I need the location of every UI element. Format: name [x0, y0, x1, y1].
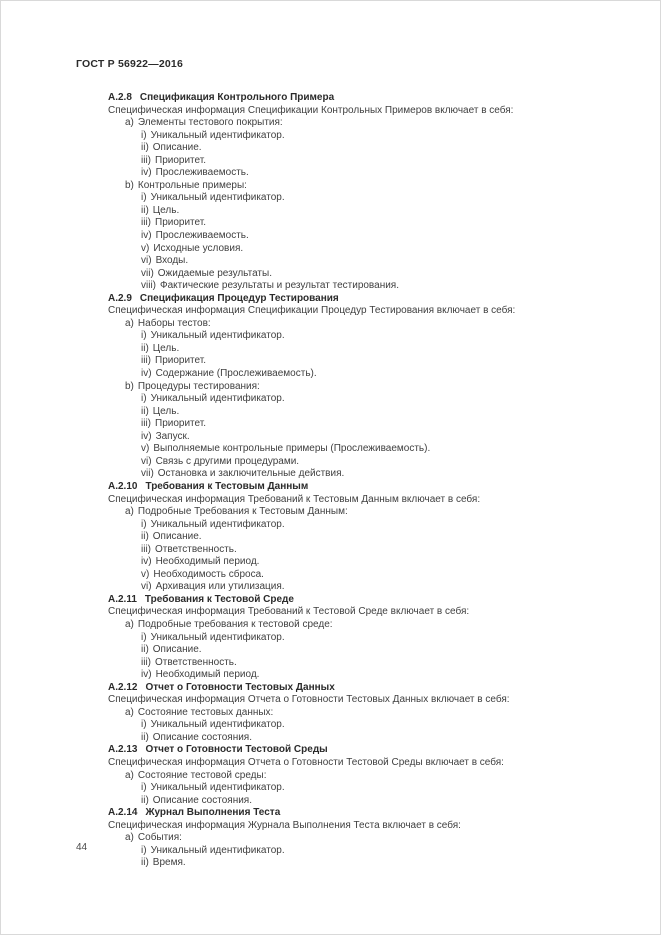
item-text: Подробные требования к тестовой среде: — [137, 618, 333, 630]
section-number: А.2.9 — [108, 292, 132, 304]
item-text: Уникальный идентификатор. — [150, 518, 285, 530]
item-text: Приоритет. — [155, 355, 206, 367]
section-intro: Специфическая информация Отчета о Готовности Тестовых Данных включает в себя: — [108, 694, 510, 706]
list-item-roman — [141, 468, 605, 481]
item-text: Уникальный идентификатор. — [150, 631, 285, 643]
item-text: Описание. — [152, 644, 202, 656]
list-item-roman — [141, 556, 605, 569]
list-item-roman — [141, 343, 605, 356]
item-marker: v) — [141, 443, 150, 455]
item-marker: iv) — [141, 167, 152, 179]
section-heading — [108, 807, 605, 820]
list-item-letter — [125, 832, 605, 845]
item-text: Описание. — [152, 142, 202, 154]
item-marker: a) — [125, 618, 134, 630]
list-item-roman — [141, 644, 605, 657]
section-intro: Специфическая информация Требований к Тестовым Данным включает в себя: — [108, 493, 481, 505]
item-marker: iii) — [141, 418, 151, 430]
list-item-roman — [141, 280, 605, 293]
item-marker: a) — [125, 117, 134, 129]
list-item-roman — [141, 669, 605, 682]
list-item-letter — [125, 180, 605, 193]
section-intro: Специфическая информация Спецификации Контрольных Примеров включает в себя: — [108, 104, 514, 116]
item-text: Связь с другими процедурами. — [155, 455, 300, 467]
item-marker: ii) — [141, 857, 149, 869]
document-header: ГОСТ Р 56922—2016 — [76, 58, 184, 70]
item-text: Ответственность. — [155, 656, 237, 668]
section-title: Отчет о Готовности Тестовых Данных — [145, 681, 335, 693]
item-text: Цель. — [152, 405, 180, 417]
item-marker: vii) — [141, 468, 154, 480]
page-number: 44 — [76, 842, 88, 853]
list-item-roman — [141, 255, 605, 268]
item-marker: b) — [125, 380, 134, 392]
list-item-roman — [141, 418, 605, 431]
item-marker: a) — [125, 769, 134, 781]
item-text: Необходимый период. — [155, 669, 260, 681]
list-item-roman — [141, 632, 605, 645]
item-text: Состояние тестовой среды: — [137, 769, 267, 781]
list-item-roman — [141, 732, 605, 745]
list-item-roman — [141, 268, 605, 281]
section-title: Спецификация Процедур Тестирования — [139, 292, 339, 304]
item-marker: iii) — [141, 217, 151, 229]
list-item-letter — [125, 707, 605, 720]
list-item-roman — [141, 782, 605, 795]
item-text: Уникальный идентификатор. — [150, 719, 285, 731]
item-text: Запуск. — [155, 430, 190, 442]
section-intro: Специфическая информация Спецификации Процедур Тестирования включает в себя: — [108, 305, 516, 317]
list-item-letter — [125, 506, 605, 519]
item-text: Входы. — [155, 255, 189, 267]
section-title: Отчет о Готовности Тестовой Среды — [145, 744, 328, 756]
list-item-roman — [141, 719, 605, 732]
section-heading — [108, 744, 605, 757]
list-item-roman — [141, 217, 605, 230]
item-text: Уникальный идентификатор. — [150, 129, 285, 141]
item-text: Уникальный идентификатор. — [150, 782, 285, 794]
section-heading — [108, 594, 605, 607]
item-marker: iv) — [141, 430, 152, 442]
list-item-letter — [125, 318, 605, 331]
section-number: А.2.11 — [108, 593, 137, 605]
list-item-roman — [141, 581, 605, 594]
item-marker: i) — [141, 330, 147, 342]
item-text: Приоритет. — [155, 154, 206, 166]
item-marker: i) — [141, 719, 147, 731]
item-text: Архивация или утилизация. — [155, 581, 285, 593]
list-item-letter — [125, 381, 605, 394]
section-heading — [108, 481, 605, 494]
item-text: Элементы тестового покрытия: — [137, 117, 283, 129]
section-heading — [108, 92, 605, 105]
section-title: Журнал Выполнения Теста — [145, 807, 281, 819]
item-marker: iv) — [141, 556, 152, 568]
item-marker: v) — [141, 242, 150, 254]
item-marker: iv) — [141, 230, 152, 242]
item-text: Приоритет. — [155, 217, 206, 229]
list-item-roman — [141, 167, 605, 180]
list-item-roman — [141, 857, 605, 870]
item-text: Необходимый период. — [155, 556, 260, 568]
list-item-roman — [141, 205, 605, 218]
item-marker: ii) — [141, 531, 149, 543]
item-marker: iv) — [141, 368, 152, 380]
item-marker: ii) — [141, 204, 149, 216]
item-text: Описание. — [152, 531, 202, 543]
item-marker: i) — [141, 192, 147, 204]
item-text: Описание состояния. — [152, 794, 252, 806]
item-text: Уникальный идентификатор. — [150, 330, 285, 342]
item-text: Содержание (Прослеживаемость). — [155, 368, 317, 380]
list-item-roman — [141, 155, 605, 168]
item-marker: a) — [125, 506, 134, 518]
item-text: Уникальный идентификатор. — [150, 844, 285, 856]
section-number: А.2.8 — [108, 92, 132, 103]
item-marker: iii) — [141, 154, 151, 166]
item-text: Описание состояния. — [152, 731, 252, 743]
item-marker: ii) — [141, 731, 149, 743]
item-marker: vi) — [141, 581, 152, 593]
item-marker: b) — [125, 179, 134, 191]
item-marker: i) — [141, 631, 147, 643]
list-item-roman — [141, 431, 605, 444]
item-marker: i) — [141, 518, 147, 530]
list-item-roman — [141, 330, 605, 343]
item-text: Состояние тестовых данных: — [137, 706, 274, 718]
item-text: Приоритет. — [155, 418, 206, 430]
item-marker: iii) — [141, 656, 151, 668]
list-item-letter — [125, 770, 605, 783]
section-title: Требования к Тестовым Данным — [145, 480, 309, 492]
item-marker: ii) — [141, 342, 149, 354]
list-item-roman — [141, 355, 605, 368]
section-number: А.2.14 — [108, 807, 138, 819]
item-marker: ii) — [141, 644, 149, 656]
item-marker: viii) — [141, 280, 156, 292]
section-title: Спецификация Контрольного Примера — [139, 92, 335, 103]
item-text: Фактические результаты и результат тестирования. — [160, 280, 399, 292]
section-title: Требования к Тестовой Среде — [144, 593, 294, 605]
item-marker: iv) — [141, 669, 152, 681]
section-number: А.2.13 — [108, 744, 138, 756]
list-item-roman — [141, 406, 605, 419]
item-marker: vi) — [141, 455, 152, 467]
item-text: Необходимость сброса. — [153, 568, 264, 580]
list-item-roman — [141, 142, 605, 155]
section-heading — [108, 682, 605, 695]
document-body — [108, 92, 605, 870]
list-item-roman — [141, 443, 605, 456]
item-text: Цель. — [152, 204, 180, 216]
item-marker: vi) — [141, 255, 152, 267]
item-text: Процедуры тестирования: — [137, 380, 260, 392]
item-text: Исходные условия. — [153, 242, 244, 254]
list-item-letter — [125, 117, 605, 130]
list-item-roman — [141, 230, 605, 243]
item-marker: v) — [141, 568, 150, 580]
item-marker: i) — [141, 844, 147, 856]
item-text: События: — [137, 832, 182, 844]
item-text: Время. — [152, 857, 186, 869]
item-marker: i) — [141, 393, 147, 405]
item-text: Цель. — [152, 342, 180, 354]
list-item-roman — [141, 243, 605, 256]
list-item-roman — [141, 393, 605, 406]
item-marker: ii) — [141, 405, 149, 417]
list-item-roman — [141, 795, 605, 808]
item-text: Наборы тестов: — [137, 317, 211, 329]
section-intro: Специфическая информация Отчета о Готовности Тестовой Среды включает в себя: — [108, 756, 504, 768]
list-item-roman — [141, 456, 605, 469]
section-heading — [108, 293, 605, 306]
list-item-roman — [141, 130, 605, 143]
item-text: Прослеживаемость. — [155, 230, 249, 242]
item-marker: a) — [125, 832, 134, 844]
section-number: А.2.10 — [108, 480, 138, 492]
item-marker: vii) — [141, 267, 154, 279]
item-text: Ответственность. — [155, 543, 237, 555]
list-item-roman — [141, 845, 605, 858]
section-intro: Специфическая информация Журнала Выполнения Теста включает в себя: — [108, 819, 461, 831]
item-text: Подробные Требования к Тестовым Данным: — [137, 506, 348, 518]
item-marker: a) — [125, 317, 134, 329]
item-text: Выполняемые контрольные примеры (Прослеживаемость). — [153, 443, 431, 455]
item-marker: iii) — [141, 355, 151, 367]
item-marker: ii) — [141, 142, 149, 154]
list-item-roman — [141, 544, 605, 557]
item-marker: i) — [141, 782, 147, 794]
list-item-roman — [141, 569, 605, 582]
list-item-roman — [141, 531, 605, 544]
item-text: Контрольные примеры: — [137, 179, 247, 191]
list-item-roman — [141, 192, 605, 205]
list-item-roman — [141, 657, 605, 670]
item-text: Прослеживаемость. — [155, 167, 249, 179]
item-marker: iii) — [141, 543, 151, 555]
item-text: Ожидаемые результаты. — [157, 267, 272, 279]
item-text: Остановка и заключительные действия. — [157, 468, 345, 480]
list-item-roman — [141, 368, 605, 381]
list-item-roman — [141, 519, 605, 532]
section-intro: Специфическая информация Требований к Тестовой Среде включает в себя: — [108, 606, 470, 618]
item-text: Уникальный идентификатор. — [150, 393, 285, 405]
item-marker: i) — [141, 129, 147, 141]
section-number: А.2.12 — [108, 681, 138, 693]
item-marker: a) — [125, 706, 134, 718]
list-item-letter — [125, 619, 605, 632]
item-marker: ii) — [141, 794, 149, 806]
item-text: Уникальный идентификатор. — [150, 192, 285, 204]
